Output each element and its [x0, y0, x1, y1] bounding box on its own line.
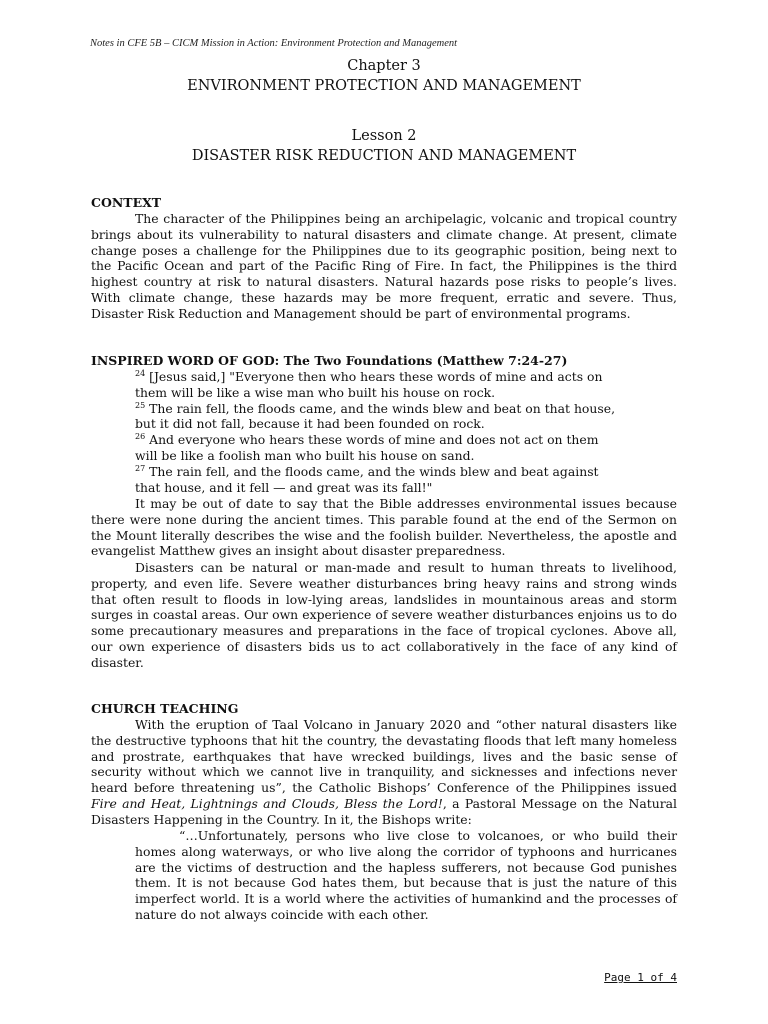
verse-27-cont: that house, and it fell — and great was its fall!": [135, 479, 433, 495]
reflection-text-2: Disasters can be natural or man-made and result to human threats to livelihood, property, and even life. Severe weather disturbances bring heavy rains and strong winds that often result to floods in low-lying areas, landslides in mountainous areas and storm surges in coastal areas. Our own experience of severe weather disturbances enjoins us to do some precautionary measures and preparations in the face of tropical cyclones. Above all, our own experience of disasters bids us to act collaboratively in the face of any kind of disaster.: [91, 560, 677, 670]
context-text: The character of the Philippines being an archipelagic, volcanic and tropical country brings about its vulnerability to natural disasters and climate change. At present, climate change poses a challenge for the Philippines due to its geographic position, being next to the Pacific Ocean and part of the Pacific Ring of Fire. In fact, the Philippines is the third highest country at risk to natural disasters. Natural hazards pose risks to people’s lives. With climate change, these hazards may be more frequent, erratic and severe. Thus, Disaster Risk Reduction and Management should be part of environmental programs.: [91, 211, 677, 321]
verse-number: 24: [135, 368, 146, 378]
running-header: Notes in CFE 5B – CICM Mission in Action: Environment Protection and Management: [90, 38, 458, 49]
chapter-title: ENVIRONMENT PROTECTION AND MANAGEMENT: [187, 78, 581, 94]
verse-24: [135, 369, 655, 385]
verse-26: [135, 432, 655, 448]
reflection-text-1: It may be out of date to say that the Bible addresses environmental issues because there were none during the ancient times. This parable found at the end of the Sermon on the Mount literally describes the wise and the foolish builder. Nevertheless, the apostle and evangelist Matthew gives an insight about disaster preparedness.: [91, 496, 677, 559]
scripture-passage: [135, 369, 655, 495]
verse-27: [135, 464, 655, 480]
church-teaching-text-2: , a Pastoral Message on the Natural Disasters Happening in the Country. In it, the Bishops write:: [91, 795, 677, 827]
verse-number: 27: [135, 463, 146, 473]
church-teaching-heading: CHURCH TEACHING: [91, 701, 239, 716]
chapter-label: Chapter 3: [347, 58, 421, 74]
verse-number: 26: [135, 432, 146, 442]
quote-text: “…Unfortunately, persons who live close to volcanoes, or who build their homes along waterways, or who live along the corridor of typhoons and hurricanes are the victims of destruction and the hapless sufferers, not because God punishes them. It is not because God hates them, but because that is just the nature of this imperfect world. It is a world where the activities of humankind and the processes of nature do not always coincide with each other.: [135, 828, 677, 922]
verse-25-cont: but it did not fall, because it had been founded on rock.: [135, 416, 485, 432]
lesson-label: Lesson 2: [351, 128, 417, 144]
verse-24-cont: them will be like a wise man who built his house on rock.: [135, 384, 496, 400]
reflection-paragraph-2: [91, 560, 677, 671]
verse-text: The rain fell, the floods came, and the winds blew and beat on that house,: [145, 400, 616, 416]
church-teaching-text-1: With the eruption of Taal Volcano in January 2020 and “other natural disasters like the destructive typhoons that hit the country, the devastating floods that left many homeless and prostrate, earthquakes that have wrecked buildings, lives and the basic sense of security without which we cannot live in tranquility, and sicknesses and infections never heard before threatening us”, the Catholic Bishops’ Conference of the Philippines issued: [91, 717, 677, 796]
verse-text: And everyone who hears these words of mine and does not act on them: [145, 432, 599, 448]
word-of-god-heading: INSPIRED WORD OF GOD: The Two Foundations (Matthew 7:24-27): [91, 353, 568, 368]
verse-25: [135, 401, 655, 417]
church-teaching-paragraph: [91, 717, 677, 828]
verse-text: [Jesus said,] "Everyone then who hears these words of mine and acts on: [145, 369, 603, 384]
lesson-title: DISASTER RISK REDUCTION AND MANAGEMENT: [191, 148, 577, 164]
verse-number: 25: [135, 400, 146, 410]
page-number: Page 1 of 4: [604, 971, 677, 984]
reflection-paragraph-1: [91, 496, 677, 559]
verse-26-cont: will be like a foolish man who built his house on sand.: [135, 447, 475, 463]
context-paragraph: [91, 211, 677, 322]
verse-text: The rain fell, and the floods came, and the winds blew and beat against: [145, 463, 599, 479]
context-heading: CONTEXT: [91, 195, 162, 210]
bishops-quote: [135, 828, 677, 923]
pastoral-message-title: Fire and Heat, Lightnings and Clouds, Bless the Lord!: [91, 795, 443, 811]
